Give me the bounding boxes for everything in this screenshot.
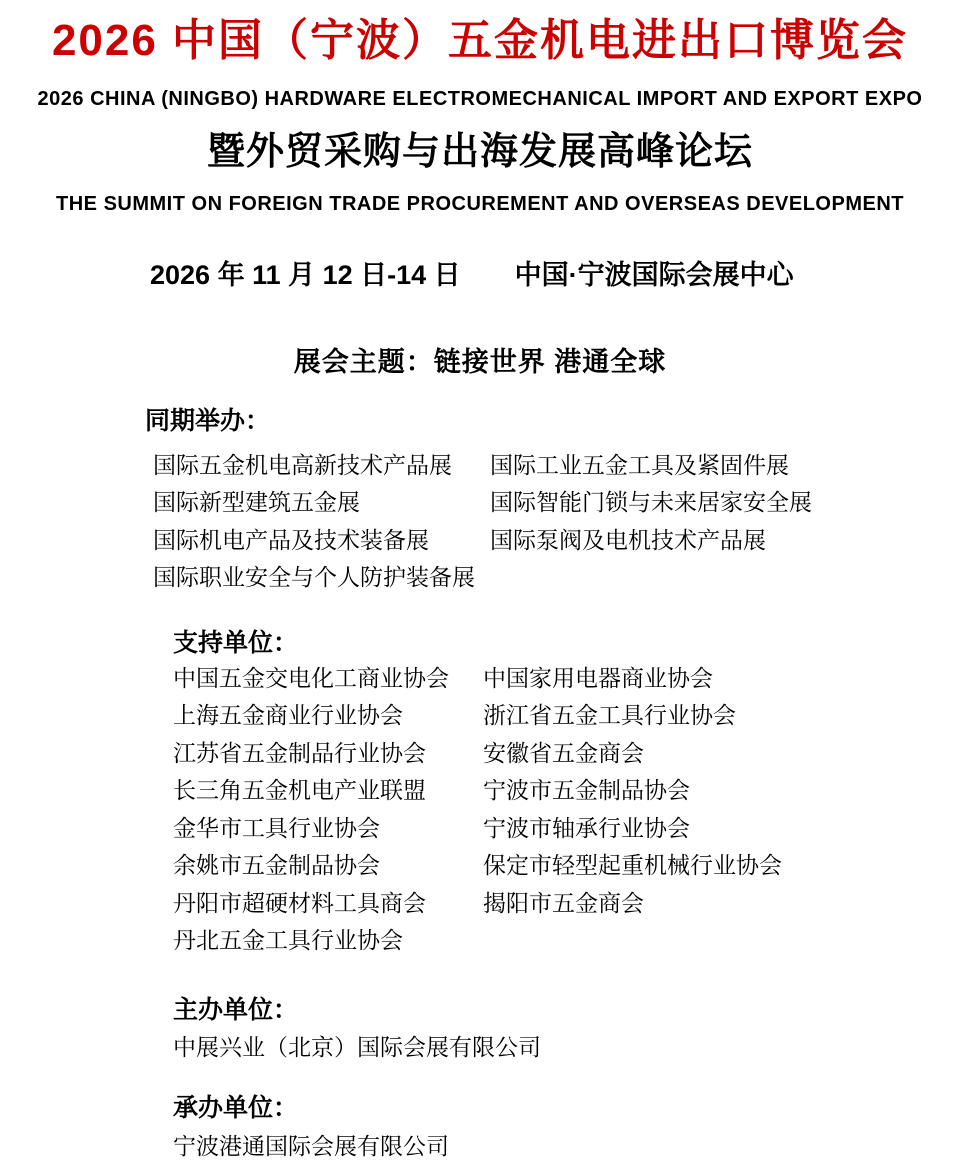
organizer-section: [0, 996, 960, 1064]
list-item: 浙江省五金工具行业协会: [483, 703, 736, 729]
supporting-units-section: [0, 629, 960, 960]
list-item: 国际工业五金工具及紧固件展: [490, 452, 789, 478]
list-item: 国际机电产品及技术装备展: [153, 527, 429, 553]
list-item: 宁波市五金制品协会: [483, 778, 690, 804]
list-item: 上海五金商业行业协会: [173, 703, 403, 729]
list-item: 安徽省五金商会: [483, 740, 644, 766]
supporting-units-list: [173, 660, 960, 960]
event-date: 2026 年 11 月 12 日-14 日: [150, 260, 461, 291]
list-item: 丹北五金工具行业协会: [173, 928, 403, 954]
list-item: 长三角五金机电产业联盟: [173, 778, 426, 804]
expo-theme: 展会主题：链接世界 港通全球: [293, 346, 667, 377]
list-item: 金华市工具行业协会: [173, 815, 380, 841]
concurrent-events-section: [0, 407, 960, 597]
list-item: 宁波市轴承行业协会: [483, 815, 690, 841]
list-item: 中国五金交电化工商业协会: [173, 665, 449, 691]
list-item: [483, 922, 960, 960]
list-item: 丹阳市超硬材料工具商会: [173, 890, 426, 916]
list-item: 保定市轻型起重机械行业协会: [483, 853, 782, 879]
organizer-heading: 主办单位：: [173, 995, 299, 1024]
organizer-name: 中展兴业（北京）国际会展有限公司: [173, 1035, 541, 1061]
expo-title-en: 2026 CHINA (NINGBO) HARDWARE ELECTROMECHANICAL IMPORT AND EXPORT EXPO: [37, 87, 923, 110]
expo-title-cn: 2026 中国（宁波）五金机电进出口博览会: [51, 16, 909, 65]
list-item: 国际新型建筑五金展: [153, 490, 360, 516]
concurrent-events-heading: 同期举办：: [145, 407, 271, 436]
undertaker-name: 宁波港通国际会展有限公司: [173, 1133, 449, 1159]
summit-title-cn: 暨外贸采购与出海发展高峰论坛: [206, 130, 753, 173]
supporting-units-heading: 支持单位：: [173, 628, 299, 657]
list-item: [490, 559, 960, 597]
undertaker-heading: 承办单位：: [173, 1094, 299, 1123]
summit-title-en: THE SUMMIT ON FOREIGN TRADE PROCUREMENT AND OVERSEAS DEVELOPMENT: [56, 193, 904, 216]
list-item: 国际智能门锁与未来居家安全展: [490, 490, 812, 516]
concurrent-events-list: [153, 447, 960, 597]
event-venue: 中国·宁波国际会展中心: [514, 260, 794, 291]
list-item: 中国家用电器商业协会: [483, 665, 713, 691]
list-item: 江苏省五金制品行业协会: [173, 740, 426, 766]
list-item: 国际泵阀及电机技术产品展: [490, 527, 766, 553]
list-item: 国际职业安全与个人防护装备展: [153, 565, 475, 591]
list-item: 余姚市五金制品协会: [173, 853, 380, 879]
list-item: 国际五金机电高新技术产品展: [153, 452, 452, 478]
list-item: 揭阳市五金商会: [483, 890, 644, 916]
undertaker-section: [0, 1094, 960, 1162]
date-venue-row: [150, 259, 960, 291]
